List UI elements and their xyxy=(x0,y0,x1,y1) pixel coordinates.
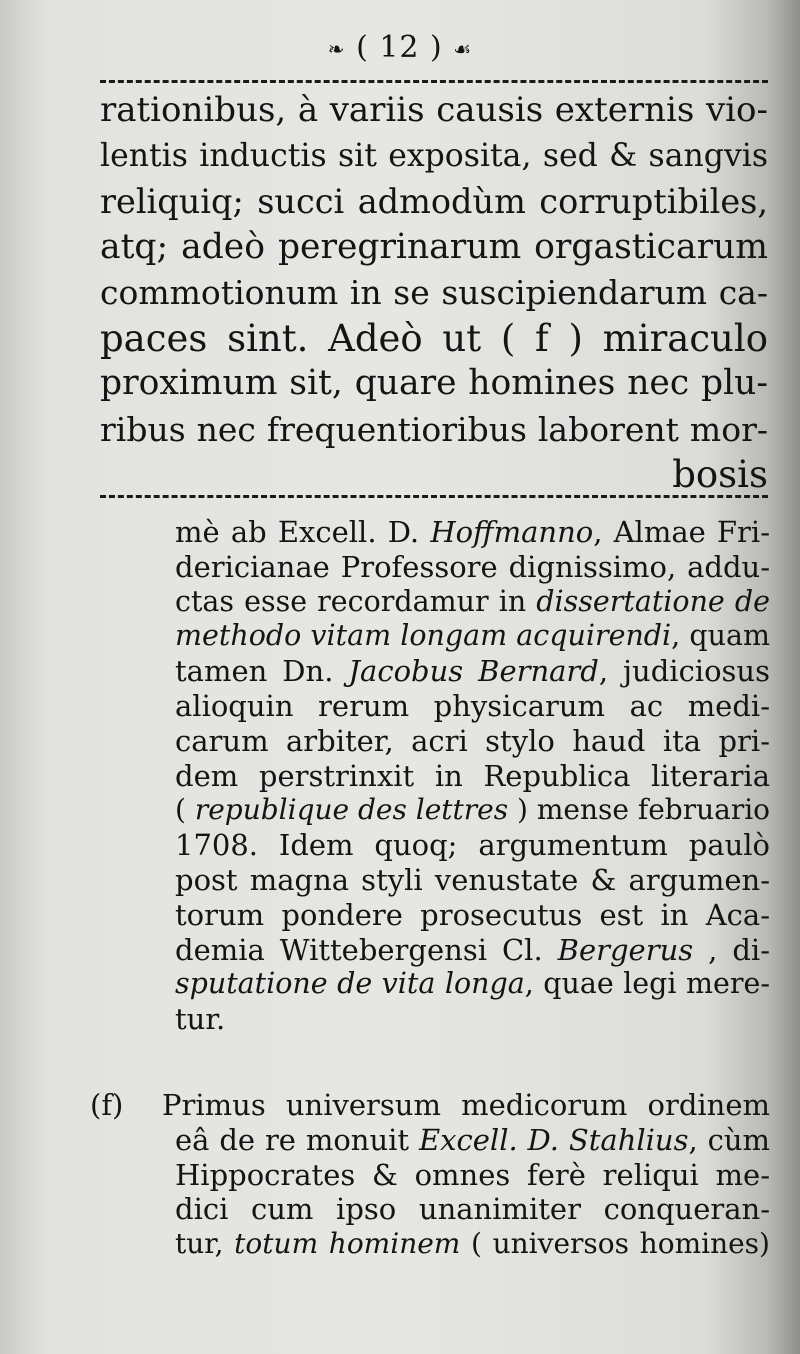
main-line: lentis inductis sit exposita, sed & sangvis xyxy=(100,137,768,174)
footnote-line: eâ de re monuit Excell. D. Stahlius, cùm xyxy=(175,1122,771,1157)
header-rule xyxy=(100,80,768,83)
footnote-line: (f) Primus universum medicorum ordinem xyxy=(90,1088,770,1122)
footnote-line: torum pondere prosecutus est in Aca- xyxy=(175,897,770,932)
footnote-line: ( republique des lettres ) mense februario xyxy=(175,793,771,827)
footnote-line: 1708. Idem quoq; argumentum paulò xyxy=(175,828,770,863)
main-line: rationibus, à variis causis externis vio- xyxy=(100,90,768,130)
main-line: atq; adeò peregrinarum orgasticarum xyxy=(100,226,768,267)
ornament-left-icon: ❧ xyxy=(327,37,346,61)
footnote-rule xyxy=(100,495,768,498)
footnote-line: alioquin rerum physicarum ac medi- xyxy=(175,688,770,723)
footnote-line: methodo vitam longam acquirendi, quam xyxy=(175,619,770,653)
main-line: commotionum in se suscipiendarum ca- xyxy=(100,273,768,312)
footnote-line: tur. xyxy=(175,1002,226,1037)
main-text xyxy=(100,88,768,498)
footnote-marker: (f) xyxy=(90,1088,124,1122)
page-header xyxy=(0,30,800,65)
footnote-line: tamen Dn. Jacobus Bernard, judiciosus xyxy=(175,654,770,689)
footnote-line: dici cum ipso unanimiter conqueran- xyxy=(175,1192,770,1227)
footnote-line: tur, totum hominem ( universos homines) xyxy=(175,1227,770,1261)
footnote-line: ctas esse recordamur in dissertatione de xyxy=(175,584,770,618)
main-line: reliquiq; succi admodùm corruptibiles, xyxy=(100,182,768,221)
main-line: ribus nec frequentioribus laborent mor- xyxy=(100,409,768,449)
page-number: ( 12 ) xyxy=(356,30,443,65)
footnote-line: post magna styli venustate & argumen- xyxy=(175,862,770,897)
footnote-f xyxy=(90,1088,770,1262)
footnote-line: demia Wittebergensi Cl. Bergerus , di- xyxy=(175,932,770,967)
ornament-right-icon: ☙ xyxy=(453,37,473,61)
main-line: bosis xyxy=(672,453,768,496)
main-line: proximum sit, quare homines nec plu- xyxy=(100,363,768,403)
footnote-line: carum arbiter, acri stylo haud ita pri- xyxy=(175,723,770,758)
footnote-line: sputatione de vita longa, quae legi mere- xyxy=(175,967,770,1001)
footnote-e xyxy=(175,515,770,1037)
footnote-line: dem perstrinxit in Republica literaria xyxy=(175,758,770,793)
footnote-line: dericianae Professore dignissimo, addu- xyxy=(175,549,770,584)
main-line: paces sint. Adeò ut ( f ) miraculo xyxy=(100,316,768,360)
footnote-line: mè ab Excell. D. Hoffmanno, Almae Fri- xyxy=(175,515,770,549)
footnote-line: Hippocrates & omnes ferè reliqui me- xyxy=(175,1157,770,1192)
